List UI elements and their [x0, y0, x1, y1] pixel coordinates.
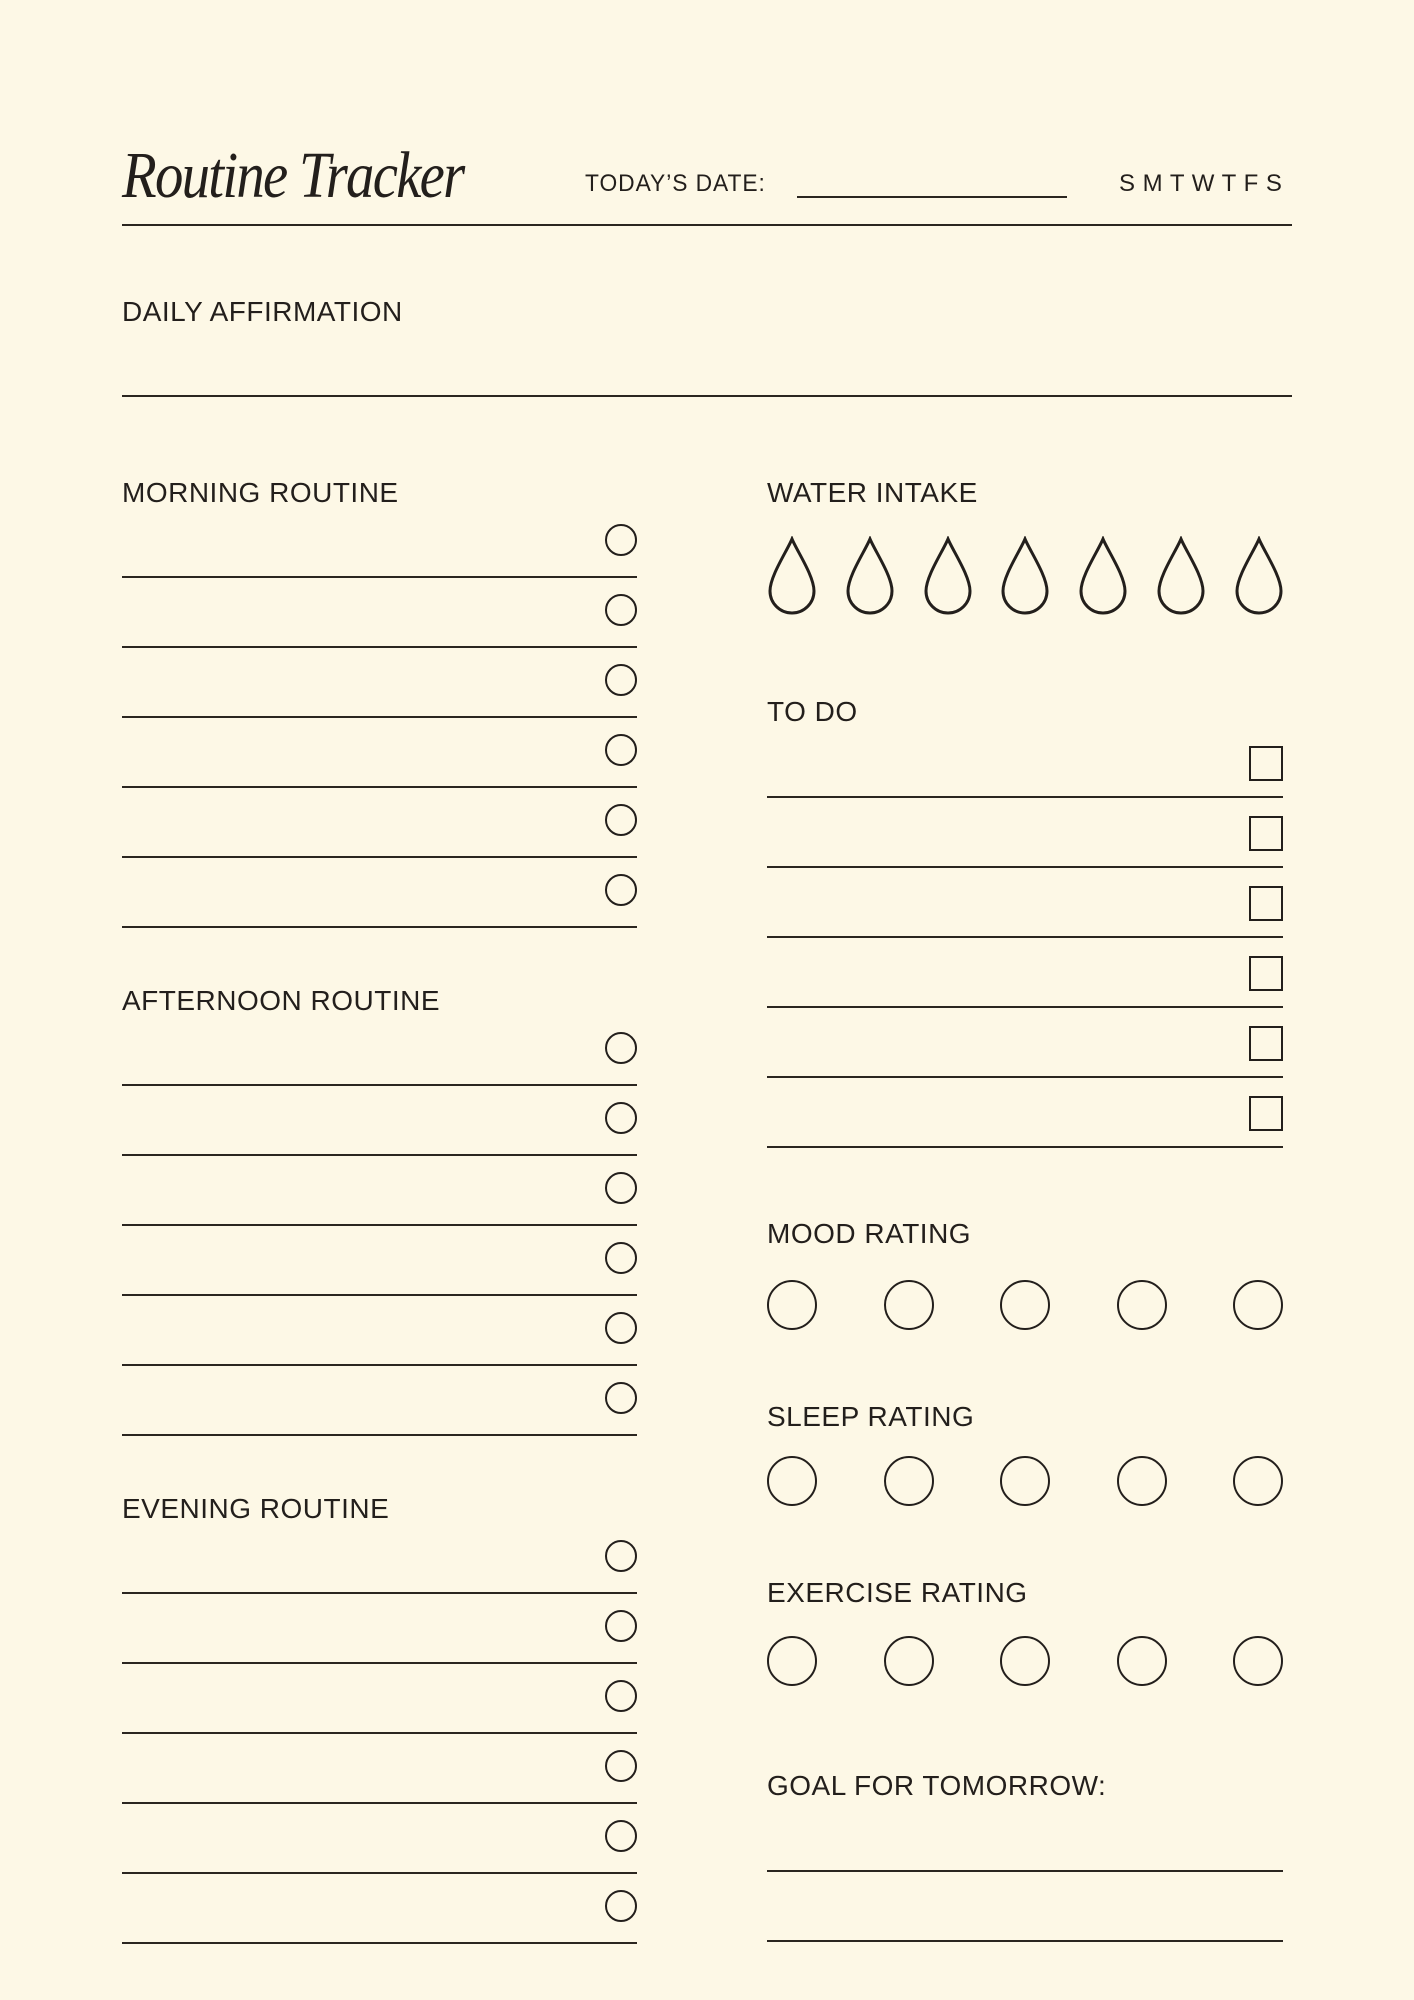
- exercise-rating-option[interactable]: [1000, 1636, 1050, 1686]
- exercise-rating-label: EXERCISE RATING: [767, 1577, 1028, 1608]
- checkbox-square-icon[interactable]: [1249, 886, 1283, 921]
- checkbox-circle-icon[interactable]: [605, 1242, 637, 1274]
- checkbox-square-icon[interactable]: [1249, 956, 1283, 991]
- date-label: TODAY’S DATE:: [585, 170, 766, 197]
- routine-row[interactable]: [122, 1804, 637, 1874]
- morning-routine-label: MORNING ROUTINE: [122, 477, 399, 508]
- todo-row[interactable]: [767, 1078, 1283, 1148]
- exercise-rating-option[interactable]: [1117, 1636, 1167, 1686]
- write-line[interactable]: [122, 926, 637, 928]
- todo-row[interactable]: [767, 728, 1283, 798]
- water-drop-icon[interactable]: [1234, 536, 1284, 616]
- checkbox-square-icon[interactable]: [1249, 1026, 1283, 1061]
- goal-line-1[interactable]: [767, 1870, 1283, 1872]
- routine-row[interactable]: [122, 1366, 637, 1436]
- affirmation-label: DAILY AFFIRMATION: [122, 296, 403, 327]
- checkbox-circle-icon[interactable]: [605, 1540, 637, 1572]
- checkbox-square-icon[interactable]: [1249, 1096, 1283, 1131]
- sleep-rating-option[interactable]: [1233, 1456, 1283, 1506]
- write-line[interactable]: [122, 1434, 637, 1436]
- checkbox-square-icon[interactable]: [1249, 816, 1283, 851]
- routine-row[interactable]: [122, 1086, 637, 1156]
- checkbox-circle-icon[interactable]: [605, 1750, 637, 1782]
- checkbox-circle-icon[interactable]: [605, 874, 637, 906]
- checkbox-circle-icon[interactable]: [605, 524, 637, 556]
- exercise-rating-scale: [767, 1636, 1287, 1688]
- todo-row[interactable]: [767, 868, 1283, 938]
- routine-row[interactable]: [122, 788, 637, 858]
- todo-row[interactable]: [767, 798, 1283, 868]
- routine-row[interactable]: [122, 718, 637, 788]
- checkbox-circle-icon[interactable]: [605, 1032, 637, 1064]
- checkbox-circle-icon[interactable]: [605, 1312, 637, 1344]
- mood-rating-option[interactable]: [1000, 1280, 1050, 1330]
- checkbox-circle-icon[interactable]: [605, 1102, 637, 1134]
- checkbox-circle-icon[interactable]: [605, 1890, 637, 1922]
- checkbox-circle-icon[interactable]: [605, 1820, 637, 1852]
- todo-row[interactable]: [767, 938, 1283, 1008]
- routine-row[interactable]: [122, 1664, 637, 1734]
- water-drop-icon[interactable]: [1000, 536, 1050, 616]
- routine-row[interactable]: [122, 1524, 637, 1594]
- exercise-rating-option[interactable]: [767, 1636, 817, 1686]
- water-drop-icon[interactable]: [845, 536, 895, 616]
- water-drop-icon[interactable]: [767, 536, 817, 616]
- mood-rating-scale: [767, 1280, 1287, 1332]
- goal-label: GOAL FOR TOMORROW:: [767, 1770, 1107, 1801]
- checkbox-circle-icon[interactable]: [605, 1172, 637, 1204]
- checkbox-circle-icon[interactable]: [605, 594, 637, 626]
- routine-row[interactable]: [122, 508, 637, 578]
- sleep-rating-scale: [767, 1456, 1287, 1508]
- goal-line-2[interactable]: [767, 1940, 1283, 1942]
- water-intake-tracker: [767, 536, 1287, 618]
- todo-label: TO DO: [767, 696, 858, 727]
- routine-row[interactable]: [122, 1874, 637, 1944]
- write-line[interactable]: [767, 1146, 1283, 1148]
- exercise-rating-option[interactable]: [1233, 1636, 1283, 1686]
- sleep-rating-option[interactable]: [1117, 1456, 1167, 1506]
- routine-row[interactable]: [122, 1016, 637, 1086]
- checkbox-circle-icon[interactable]: [605, 664, 637, 696]
- water-drop-icon[interactable]: [1078, 536, 1128, 616]
- checkbox-square-icon[interactable]: [1249, 746, 1283, 781]
- routine-row[interactable]: [122, 858, 637, 928]
- mood-rating-option[interactable]: [767, 1280, 817, 1330]
- routine-row[interactable]: [122, 578, 637, 648]
- afternoon-routine-label: AFTERNOON ROUTINE: [122, 985, 441, 1016]
- checkbox-circle-icon[interactable]: [605, 734, 637, 766]
- checkbox-circle-icon[interactable]: [605, 1680, 637, 1712]
- checkbox-circle-icon[interactable]: [605, 1382, 637, 1414]
- routine-row[interactable]: [122, 1156, 637, 1226]
- checkbox-circle-icon[interactable]: [605, 804, 637, 836]
- water-drop-icon[interactable]: [1156, 536, 1206, 616]
- sleep-rating-option[interactable]: [884, 1456, 934, 1506]
- exercise-rating-option[interactable]: [884, 1636, 934, 1686]
- mood-rating-option[interactable]: [1117, 1280, 1167, 1330]
- checkbox-circle-icon[interactable]: [605, 1610, 637, 1642]
- water-intake-label: WATER INTAKE: [767, 477, 978, 508]
- write-line[interactable]: [122, 1942, 637, 1944]
- water-drop-icon[interactable]: [923, 536, 973, 616]
- mood-rating-option[interactable]: [1233, 1280, 1283, 1330]
- affirmation-field[interactable]: [122, 395, 1292, 397]
- mood-rating-option[interactable]: [884, 1280, 934, 1330]
- sleep-rating-label: SLEEP RATING: [767, 1401, 975, 1432]
- routine-row[interactable]: [122, 1296, 637, 1366]
- routine-row[interactable]: [122, 1226, 637, 1296]
- sleep-rating-option[interactable]: [767, 1456, 817, 1506]
- mood-rating-label: MOOD RATING: [767, 1218, 972, 1249]
- day-of-week-selector[interactable]: S M T W T F S: [1119, 170, 1283, 197]
- sleep-rating-option[interactable]: [1000, 1456, 1050, 1506]
- routine-row[interactable]: [122, 1734, 637, 1804]
- routine-row[interactable]: [122, 1594, 637, 1664]
- date-field[interactable]: [797, 196, 1067, 198]
- routine-row[interactable]: [122, 648, 637, 718]
- evening-routine-label: EVENING ROUTINE: [122, 1493, 390, 1524]
- page-title: Routine Tracker: [122, 139, 464, 212]
- header-divider: [122, 224, 1292, 226]
- todo-row[interactable]: [767, 1008, 1283, 1078]
